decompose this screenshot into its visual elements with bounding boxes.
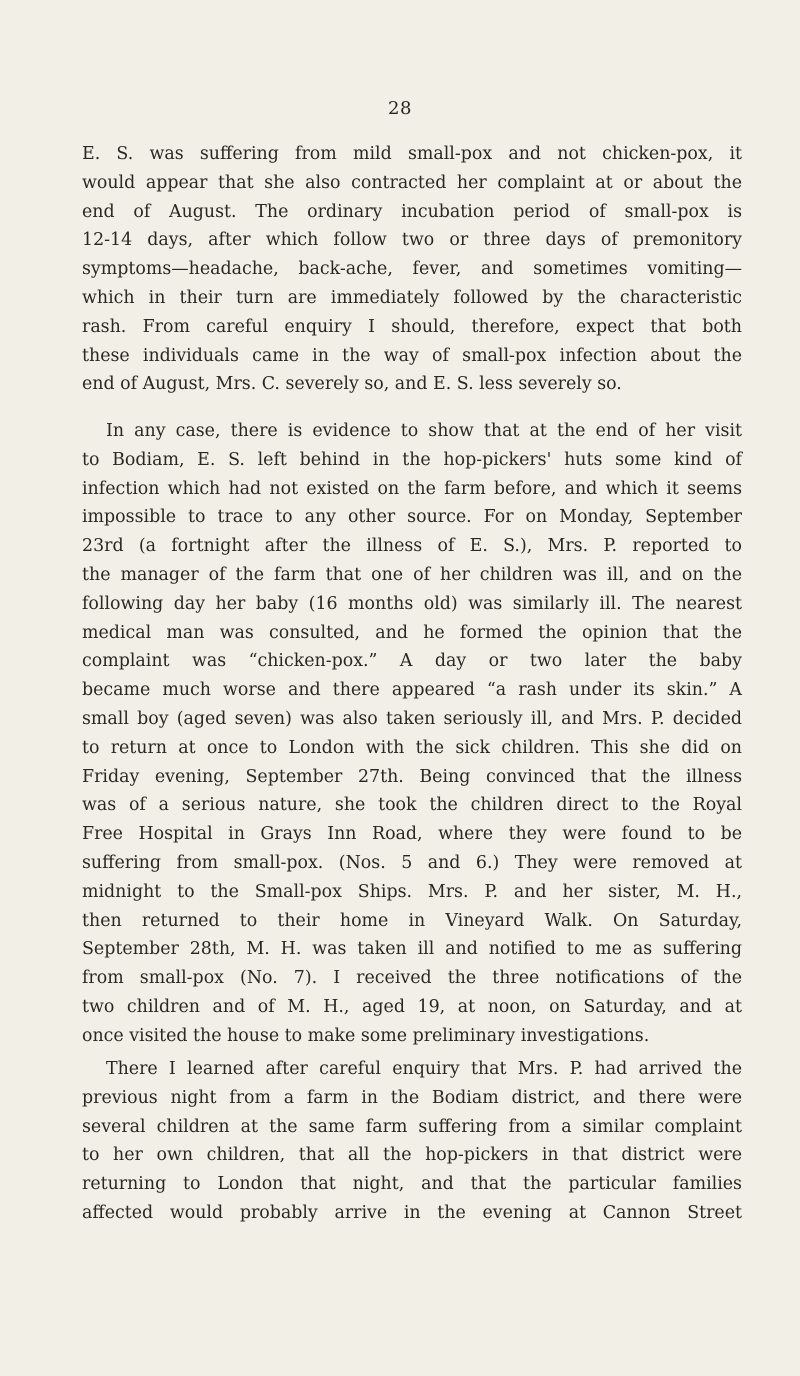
text-line: the manager of the farm that one of her children was ill, and on the: [82, 564, 742, 585]
text-line: There I learned after careful enquiry that Mrs. P. had arrived the: [106, 1059, 742, 1079]
text-line: became much worse and there appeared “a rash under its skin.” A: [82, 680, 742, 701]
paragraph-1: [82, 140, 742, 399]
text-line: from small-pox (No. 7). I received the three notifications of the: [82, 968, 742, 989]
text-line: affected would probably arrive in the evening at Cannon Street: [82, 1202, 742, 1223]
text-line: end of August. The ordinary incubation period of small-pox is: [82, 201, 742, 222]
page-number: 28: [388, 98, 412, 119]
text-line: In any case, there is evidence to show that at the end of her visit: [106, 421, 742, 441]
text-line: small boy (aged seven) was also taken seriously ill, and Mrs. P. decided: [82, 708, 742, 729]
text-line: 12-14 days, after which follow two or three days of premonitory: [82, 230, 742, 251]
text-line: midnight to the Small-pox Ships. Mrs. P. and her sister, M. H.,: [82, 881, 742, 902]
text-line: previous night from a farm in the Bodiam district, and there were: [82, 1087, 742, 1108]
text-line: Free Hospital in Grays Inn Road, where they were found to be: [82, 824, 742, 845]
text-line: to Bodiam, E. S. left behind in the hop-pickers' huts some kind of: [82, 449, 742, 470]
text-line: to return at once to London with the sick children. This she did on: [82, 737, 742, 758]
paragraph-3: [82, 1055, 742, 1228]
text-line: 23rd (a fortnight after the illness of E. S.), Mrs. P. reported to: [82, 536, 742, 557]
text-line: E. S. was suffering from mild small-pox and not chicken-pox, it: [82, 144, 742, 164]
text-line: complaint was “chicken-pox.” A day or two later the baby: [82, 651, 742, 672]
text-line: then returned to their home in Vineyard Walk. On Saturday,: [82, 910, 742, 931]
text-line: suffering from small-pox. (Nos. 5 and 6.) They were removed at: [82, 852, 742, 873]
paragraph-2: [82, 417, 742, 1051]
text-line: was of a serious nature, she took the children direct to the Royal: [82, 795, 742, 816]
text-line: once visited the house to make some preliminary investigations.: [82, 1025, 650, 1046]
text-line: two children and of M. H., aged 19, at noon, on Saturday, and at: [82, 996, 742, 1017]
text-line: following day her baby (16 months old) was similarly ill. The nearest: [82, 593, 742, 614]
text-line: rash. From careful enquiry I should, therefore, expect that both: [82, 316, 742, 337]
text-line: Friday evening, September 27th. Being convinced that the illness: [82, 766, 742, 787]
text-line: returning to London that night, and that the particular families: [82, 1174, 742, 1195]
text-line: these individuals came in the way of small-pox infection about the: [82, 345, 742, 366]
text-line: medical man was consulted, and he formed the opinion that the: [82, 622, 742, 643]
text-line: to her own children, that all the hop-pickers in that district were: [82, 1145, 742, 1166]
text-line: symptoms—headache, back-ache, fever, and sometimes vomiting—: [82, 259, 742, 280]
text-line: which in their turn are immediately followed by the characteristic: [82, 287, 742, 308]
text-line: end of August, Mrs. C. severely so, and E. S. less severely so.: [82, 374, 622, 395]
text-line: several children at the same farm suffering from a similar complaint: [82, 1116, 742, 1137]
text-line: would appear that she also contracted her complaint at or about the: [82, 172, 742, 193]
text-line: impossible to trace to any other source. For on Monday, September: [82, 507, 742, 528]
text-line: infection which had not existed on the farm before, and which it seems: [82, 478, 742, 499]
text-line: September 28th, M. H. was taken ill and notified to me as suffering: [82, 939, 742, 960]
